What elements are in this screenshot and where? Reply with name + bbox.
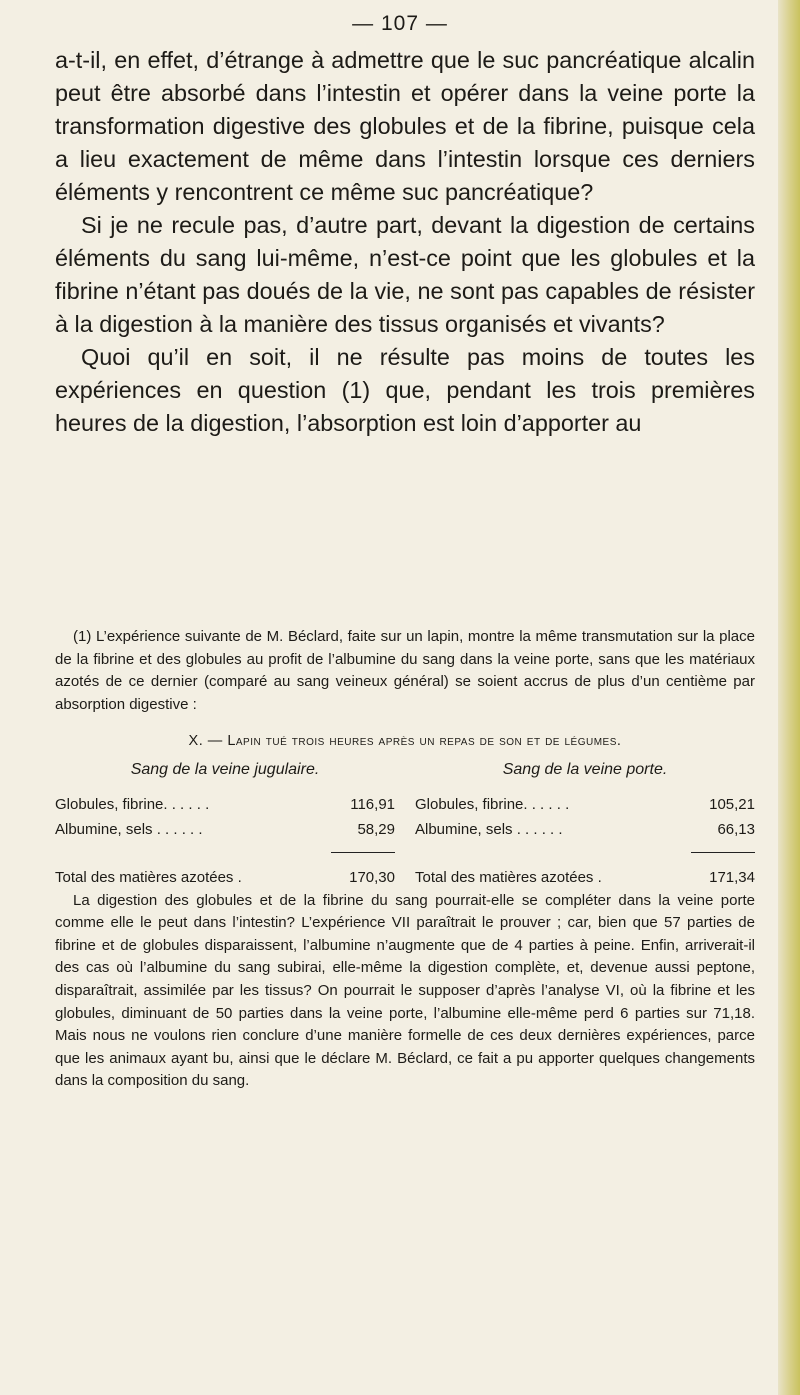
row-label: Globules, fibrine. . . . . . bbox=[415, 795, 570, 813]
total-value: 171,34 bbox=[709, 868, 755, 886]
row-value: 66,13 bbox=[717, 820, 755, 838]
table-row bbox=[415, 792, 755, 817]
paragraph-2: Si je ne recule pas, d’autre part, devant la digestion de certains éléments du sang lui-même, n’est-ce point que les globules et la fibrine n’étant pas doués de la vie, ne sont pas capables de résister à la digestion à la manière des tissus organisés et vivants? bbox=[55, 212, 755, 337]
column-title: Sang de la veine porte. bbox=[502, 760, 668, 778]
row-value: 105,21 bbox=[709, 795, 755, 813]
row-label: Albumine, sels . . . . . . bbox=[55, 820, 203, 838]
page-edge bbox=[778, 0, 800, 1395]
sum-rule bbox=[331, 852, 395, 853]
total-row bbox=[415, 865, 755, 890]
table-number: X. — bbox=[188, 733, 223, 750]
footnote bbox=[55, 626, 755, 1093]
body-text bbox=[55, 44, 755, 440]
row-value: 58,29 bbox=[357, 820, 395, 838]
table-caption: Lapin tué trois heures après un repas de son et de légumes. bbox=[227, 733, 622, 750]
total-value: 170,30 bbox=[349, 868, 395, 886]
footnote-closing: La digestion des globules et de la fibrine du sang pourrait-elle se compléter dans la veine porte comme elle le peut dans l’intestin? L’expérience VII paraîtrait le prouver ; car, bien que 57 parties de fibrine et de globules disparaissent, l’albumine n’augmente que de 4 parties à peine. Enfin, arriverait-il des cas où l’albumine du sang subirai, elle-même la digestion complète, et, devenue aussi peptone, disparaîtrait, assimilée par les tissus? On pourrait le supposer d’après l’analyse VI, où la fibrine et les globules, diminuant de 50 parties dans la veine porte, l’albumine elle-même perd 6 parties sur 71,18. Mais nous ne voulons rien conclure d’une manière formelle de ces deux dernières expériences, parce que les animaux ayant bu, ainsi que le déclare M. Béclard, ce fait a pu apporter quelques changements dans la composition du sang. bbox=[55, 891, 755, 1090]
paragraph-3: Quoi qu’il en soit, il ne résulte pas moins de toutes les expériences en question (1) que, pendant les trois premières heures de la digestion, l’absorption est loin d’apporter au bbox=[55, 344, 755, 436]
row-label: Globules, fibrine. . . . . . bbox=[55, 795, 210, 813]
comparison-table bbox=[55, 759, 755, 890]
paragraph-1: a-t-il, en effet, d’étrange à admettre que le suc pancréatique alcalin peut être absorbé dans l’intestin et opérer dans la veine porte la transformation digestive des globules et de la fibrine, puisque cela a lieu exactement de même dans l’intestin lorsque ces derniers éléments y rencontrent ce même suc pancréatique? bbox=[55, 47, 755, 205]
table-heading bbox=[55, 730, 755, 753]
footnote-intro: (1) L’expérience suivante de M. Béclard, faite sur un lapin, montre la même transmutation sur la place de la fibrine et des globules au profit de l’albumine du sang dans la veine porte, sans que les matériaux azotés de ce dernier (comparé au sang veineux général) se soient accrus de plus d’un centième par absorption digestive : bbox=[55, 628, 755, 713]
row-value: 116,91 bbox=[350, 795, 395, 813]
table-row bbox=[415, 817, 755, 842]
table-column-portal bbox=[415, 759, 755, 890]
column-title: Sang de la veine jugulaire. bbox=[130, 760, 320, 778]
row-label: Albumine, sels . . . . . . bbox=[415, 820, 563, 838]
table-column-jugular bbox=[55, 759, 395, 890]
total-row bbox=[55, 865, 395, 890]
total-label: Total des matières azotées . bbox=[415, 868, 602, 886]
table-row bbox=[55, 817, 395, 842]
sum-rule bbox=[691, 852, 755, 853]
total-label: Total des matières azotées . bbox=[55, 868, 242, 886]
page-number: — 107 — bbox=[352, 12, 448, 35]
table-row bbox=[55, 792, 395, 817]
